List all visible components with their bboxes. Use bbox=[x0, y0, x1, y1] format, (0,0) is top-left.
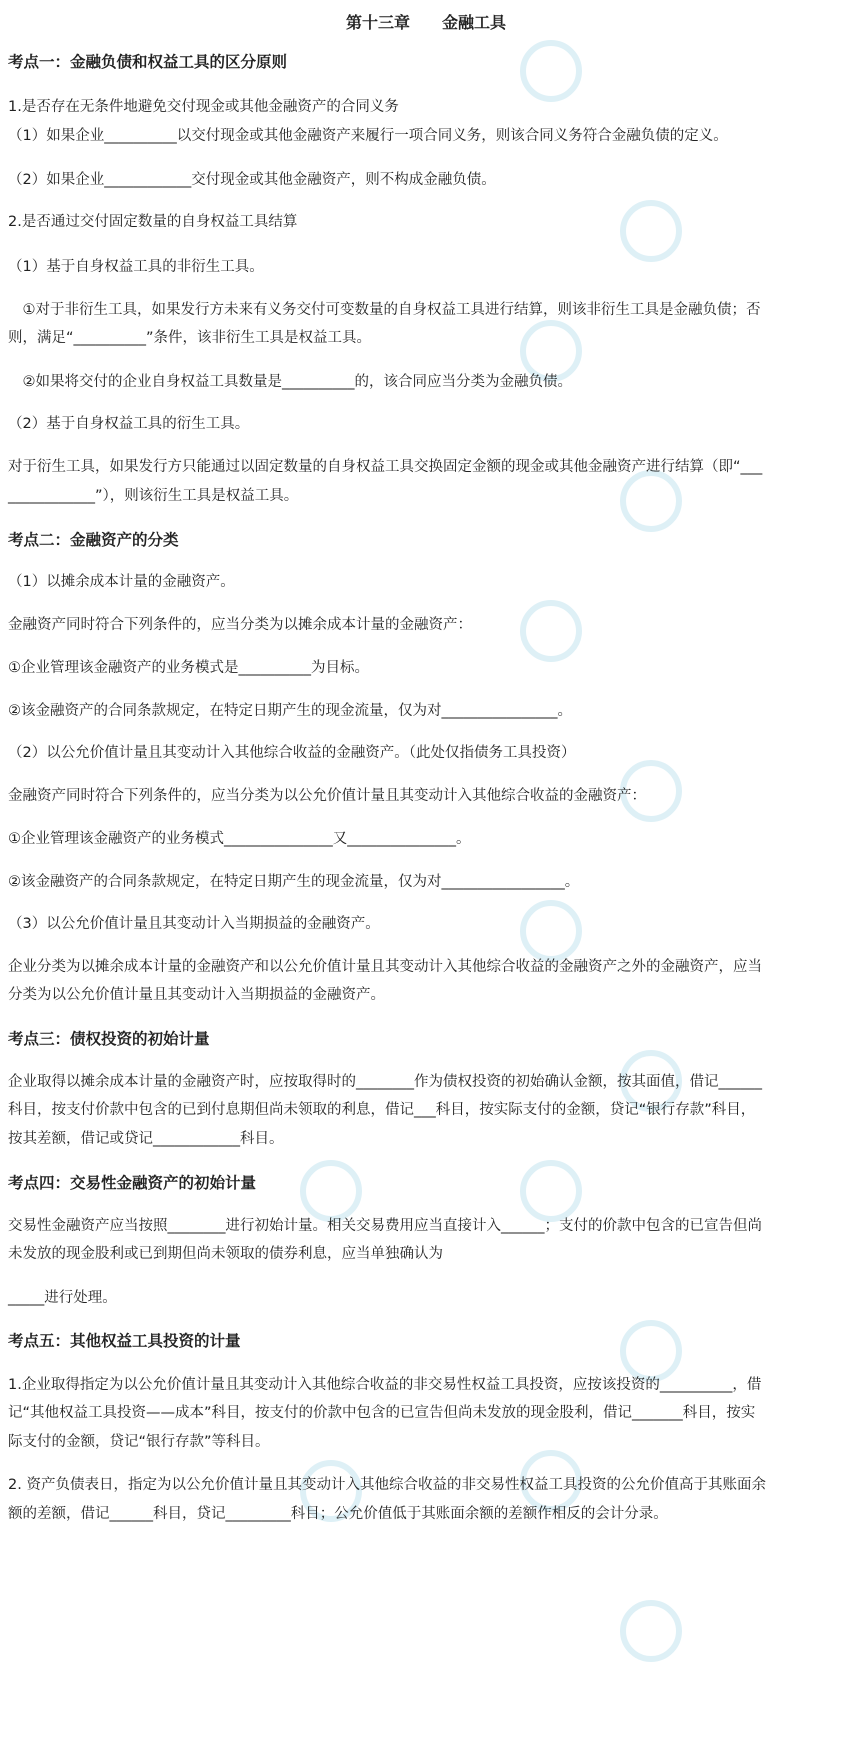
text-line: ____________”），则该衍生工具是权益工具。 bbox=[8, 488, 299, 504]
text-line: 记“其他权益工具投资——成本”科目，按支付的价款中包含的已宣告但尚未发放的现金股利，借记_______科目，按实 bbox=[8, 1405, 756, 1421]
text-line: ①对于非衍生工具，如果发行方未来有义务交付可变数量的自身权益工具进行结算，则该非衍生工具是金融负债；否 bbox=[8, 302, 761, 318]
watermark-logo bbox=[620, 470, 770, 620]
watermark-logo bbox=[520, 1450, 670, 1600]
watermark-logo bbox=[620, 1600, 770, 1750]
text-line: （2）基于自身权益工具的衍生工具。 bbox=[8, 416, 250, 432]
text-line: 交易性金融资产应当按照________进行初始计量。相关交易费用应当直接计入______；支付的价款中包含的已宣告但尚 bbox=[8, 1218, 762, 1234]
watermark-logo bbox=[520, 40, 670, 190]
text-line: 金融资产同时符合下列条件的，应当分类为以公允价值计量且其变动计入其他综合收益的金融资产： bbox=[8, 788, 646, 804]
section-heading: 考点三：债权投资的初始计量 bbox=[8, 1030, 210, 1048]
watermark-ring-icon bbox=[520, 900, 582, 962]
text-line: ②如果将交付的企业自身权益工具数量是__________的，该合同应当分类为金融负债。 bbox=[8, 374, 572, 390]
chapter-title: 第十三章 金融工具 bbox=[345, 13, 506, 32]
text-line: 1.企业取得指定为以公允价值计量且其变动计入其他综合收益的非交易性权益工具投资，应按该投资的__________，借 bbox=[8, 1377, 762, 1393]
text-line: （1）以摊余成本计量的金融资产。 bbox=[8, 574, 235, 590]
text-line: 1.是否存在无条件地避免交付现金或其他金融资产的合同义务 bbox=[8, 99, 399, 115]
watermark-ring-icon bbox=[520, 1160, 582, 1222]
watermark-ring-icon bbox=[300, 1160, 362, 1222]
text-line: 分类为以公允价值计量且其变动计入当期损益的金融资产。 bbox=[8, 987, 385, 1003]
text-line: ②该金融资产的合同条款规定，在特定日期产生的现金流量，仅为对________________。 bbox=[8, 703, 572, 719]
section-heading: 考点四：交易性金融资产的初始计量 bbox=[8, 1174, 257, 1192]
text-line: ①企业管理该金融资产的业务模式是__________为目标。 bbox=[8, 660, 369, 676]
text-line: （2）以公允价值计量且其变动计入其他综合收益的金融资产。（此处仅指债务工具投资） bbox=[8, 745, 576, 761]
text-line: ①企业管理该金融资产的业务模式_______________又_______________。 bbox=[8, 831, 471, 847]
watermark-ring-icon bbox=[620, 470, 682, 532]
watermark-ring-icon bbox=[520, 600, 582, 662]
text-line: 按其差额，借记或贷记____________科目。 bbox=[8, 1131, 284, 1147]
text-line: 2.是否通过交付固定数量的自身权益工具结算 bbox=[8, 214, 298, 230]
text-line: 额的差额，借记______科目，贷记_________科目；公允价值低于其账面余额的差额作相反的会计分录。 bbox=[8, 1506, 668, 1522]
text-line: 际支付的金额，贷记“银行存款”等科目。 bbox=[8, 1434, 270, 1450]
text-line: 2. 资产负债表日，指定为以公允价值计量且其变动计入其他综合收益的非交易性权益工具投资的公允价值高于其账面余 bbox=[8, 1477, 766, 1493]
text-line: 未发放的现金股利或已到期但尚未领取的债券利息，应当单独确认为 bbox=[8, 1246, 443, 1262]
text-line: 对于衍生工具，如果发行方只能通过以固定数量的自身权益工具交换固定金额的现金或其他金融资产进行结算（即“___ bbox=[8, 459, 763, 475]
watermark-logo bbox=[620, 760, 770, 910]
section-heading: 考点五：其他权益工具投资的计量 bbox=[8, 1332, 241, 1350]
text-line: ②该金融资产的合同条款规定，在特定日期产生的现金流量，仅为对_________________。 bbox=[8, 874, 580, 890]
text-line: （1）基于自身权益工具的非衍生工具。 bbox=[8, 259, 264, 275]
text-line: （1）如果企业__________以交付现金或其他金融资产来履行一项合同义务，则该合同义务符合金融负债的定义。 bbox=[8, 128, 728, 144]
watermark-ring-icon bbox=[620, 1320, 682, 1382]
watermark-logo bbox=[620, 1320, 770, 1470]
watermark-ring-icon bbox=[520, 40, 582, 102]
watermark-ring-icon bbox=[620, 200, 682, 262]
watermark-ring-icon bbox=[620, 1600, 682, 1662]
text-line: 科目，按支付价款中包含的已到付息期但尚未领取的利息，借记___科目，按实际支付的金额，贷记“银行存款”科目， bbox=[8, 1102, 756, 1118]
watermark-logo bbox=[620, 200, 770, 350]
text-line: （2）如果企业____________交付现金或其他金融资产，则不构成金融负债。 bbox=[8, 172, 496, 188]
section-heading: 考点一：金融负债和权益工具的区分原则 bbox=[8, 53, 288, 71]
watermark-logo bbox=[520, 600, 670, 750]
text-line: _____进行处理。 bbox=[8, 1290, 117, 1306]
text-line: 企业分类为以摊余成本计量的金融资产和以公允价值计量且其变动计入其他综合收益的金融资产之外的金融资产，应当 bbox=[8, 959, 762, 975]
text-line: （3）以公允价值计量且其变动计入当期损益的金融资产。 bbox=[8, 916, 380, 932]
text-line: 则，满足“__________”条件，该非衍生工具是权益工具。 bbox=[8, 330, 372, 346]
section-heading: 考点二：金融资产的分类 bbox=[8, 531, 179, 549]
text-line: 企业取得以摊余成本计量的金融资产时，应按取得时的________作为债权投资的初始确认金额，按其面值，借记______ bbox=[8, 1074, 762, 1090]
watermark-logo bbox=[520, 320, 670, 470]
text-line: 金融资产同时符合下列条件的，应当分类为以摊余成本计量的金融资产： bbox=[8, 617, 472, 633]
